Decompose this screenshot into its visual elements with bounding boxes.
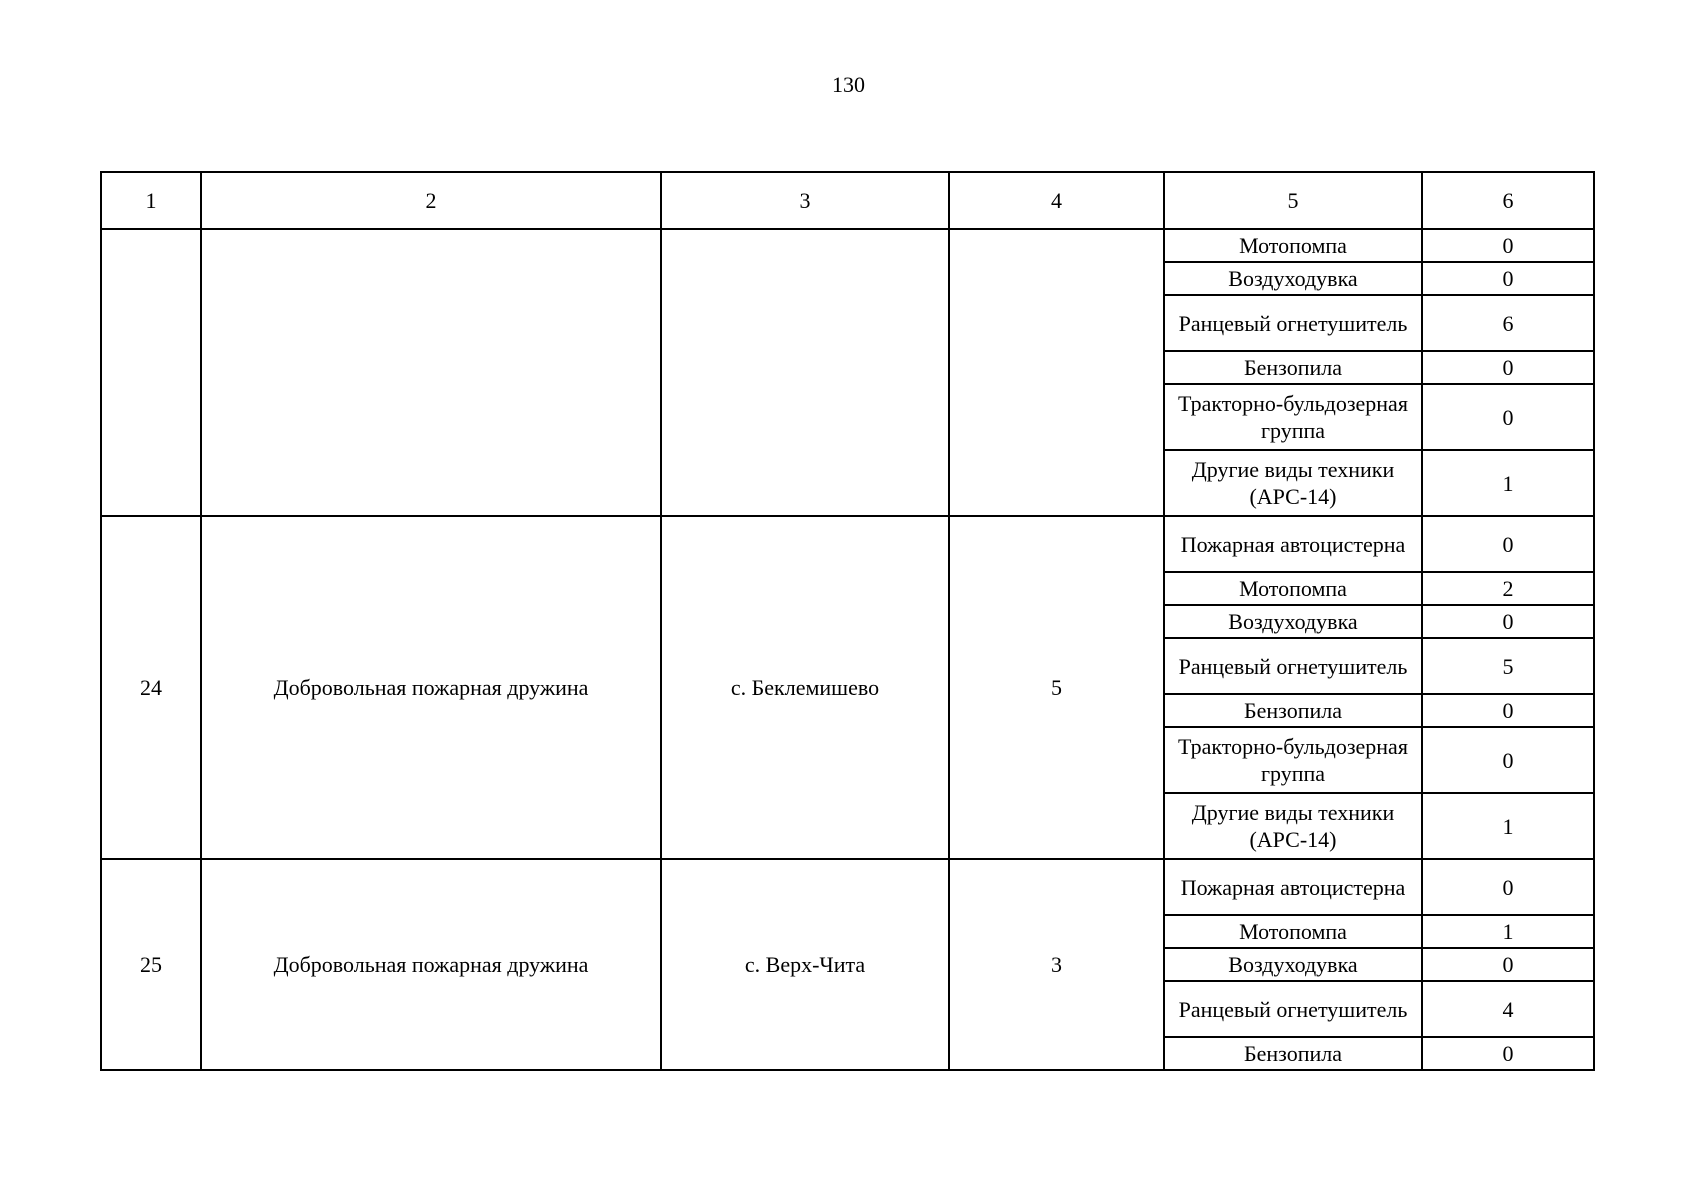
continuation-staff-cell xyxy=(949,229,1164,516)
equipment-count: 1 xyxy=(1422,915,1594,948)
row-number: 25 xyxy=(101,859,201,1070)
equipment-name: Ранцевый огнетушитель xyxy=(1164,981,1422,1037)
equipment-name: Тракторно-бульдозерная группа xyxy=(1164,384,1422,450)
equipment-count: 2 xyxy=(1422,572,1594,605)
equipment-name: Бензопила xyxy=(1164,694,1422,727)
equipment-name: Мотопомпа xyxy=(1164,229,1422,262)
equipment-count: 0 xyxy=(1422,351,1594,384)
header-col-6: 6 xyxy=(1422,172,1594,229)
continuation-name-cell xyxy=(201,229,661,516)
equipment-name: Пожарная автоцистерна xyxy=(1164,859,1422,915)
equipment-count: 4 xyxy=(1422,981,1594,1037)
equipment-name: Бензопила xyxy=(1164,1037,1422,1070)
equipment-count: 0 xyxy=(1422,262,1594,295)
equipment-name: Ранцевый огнетушитель xyxy=(1164,638,1422,694)
equipment-name: Другие виды техники (АРС-14) xyxy=(1164,793,1422,859)
header-col-3: 3 xyxy=(661,172,949,229)
staff-count: 5 xyxy=(949,516,1164,859)
row-number: 24 xyxy=(101,516,201,859)
equipment-name: Воздуходувка xyxy=(1164,605,1422,638)
equipment-count: 6 xyxy=(1422,295,1594,351)
equipment-count: 0 xyxy=(1422,384,1594,450)
table-row xyxy=(101,229,1594,262)
equipment-count: 0 xyxy=(1422,694,1594,727)
page-number: 130 xyxy=(832,72,865,97)
equipment-name: Мотопомпа xyxy=(1164,572,1422,605)
equipment-count: 5 xyxy=(1422,638,1594,694)
equipment-name: Воздуходувка xyxy=(1164,262,1422,295)
equipment-count: 0 xyxy=(1422,1037,1594,1070)
equipment-count: 1 xyxy=(1422,793,1594,859)
organization-name: Добровольная пожарная дружина xyxy=(201,859,661,1070)
header-col-2: 2 xyxy=(201,172,661,229)
equipment-name: Тракторно-бульдозерная группа xyxy=(1164,727,1422,793)
equipment-count: 0 xyxy=(1422,948,1594,981)
table-header-row xyxy=(101,172,1594,229)
location: с. Беклемишево xyxy=(661,516,949,859)
table-row xyxy=(101,516,1594,572)
equipment-count: 0 xyxy=(1422,859,1594,915)
equipment-name: Мотопомпа xyxy=(1164,915,1422,948)
header-col-4: 4 xyxy=(949,172,1164,229)
equipment-name: Ранцевый огнетушитель xyxy=(1164,295,1422,351)
continuation-location-cell xyxy=(661,229,949,516)
equipment-count: 0 xyxy=(1422,516,1594,572)
organization-name: Добровольная пожарная дружина xyxy=(201,516,661,859)
equipment-count: 0 xyxy=(1422,727,1594,793)
header-col-5: 5 xyxy=(1164,172,1422,229)
equipment-name: Воздуходувка xyxy=(1164,948,1422,981)
header-col-1: 1 xyxy=(101,172,201,229)
equipment-count: 1 xyxy=(1422,450,1594,516)
equipment-count: 0 xyxy=(1422,229,1594,262)
continuation-num-cell xyxy=(101,229,201,516)
equipment-name: Другие виды техники (АРС-14) xyxy=(1164,450,1422,516)
location: с. Верх-Чита xyxy=(661,859,949,1070)
equipment-count: 0 xyxy=(1422,605,1594,638)
staff-count: 3 xyxy=(949,859,1164,1070)
equipment-table xyxy=(100,171,1595,1071)
table-row xyxy=(101,859,1594,915)
equipment-name: Пожарная автоцистерна xyxy=(1164,516,1422,572)
equipment-name: Бензопила xyxy=(1164,351,1422,384)
